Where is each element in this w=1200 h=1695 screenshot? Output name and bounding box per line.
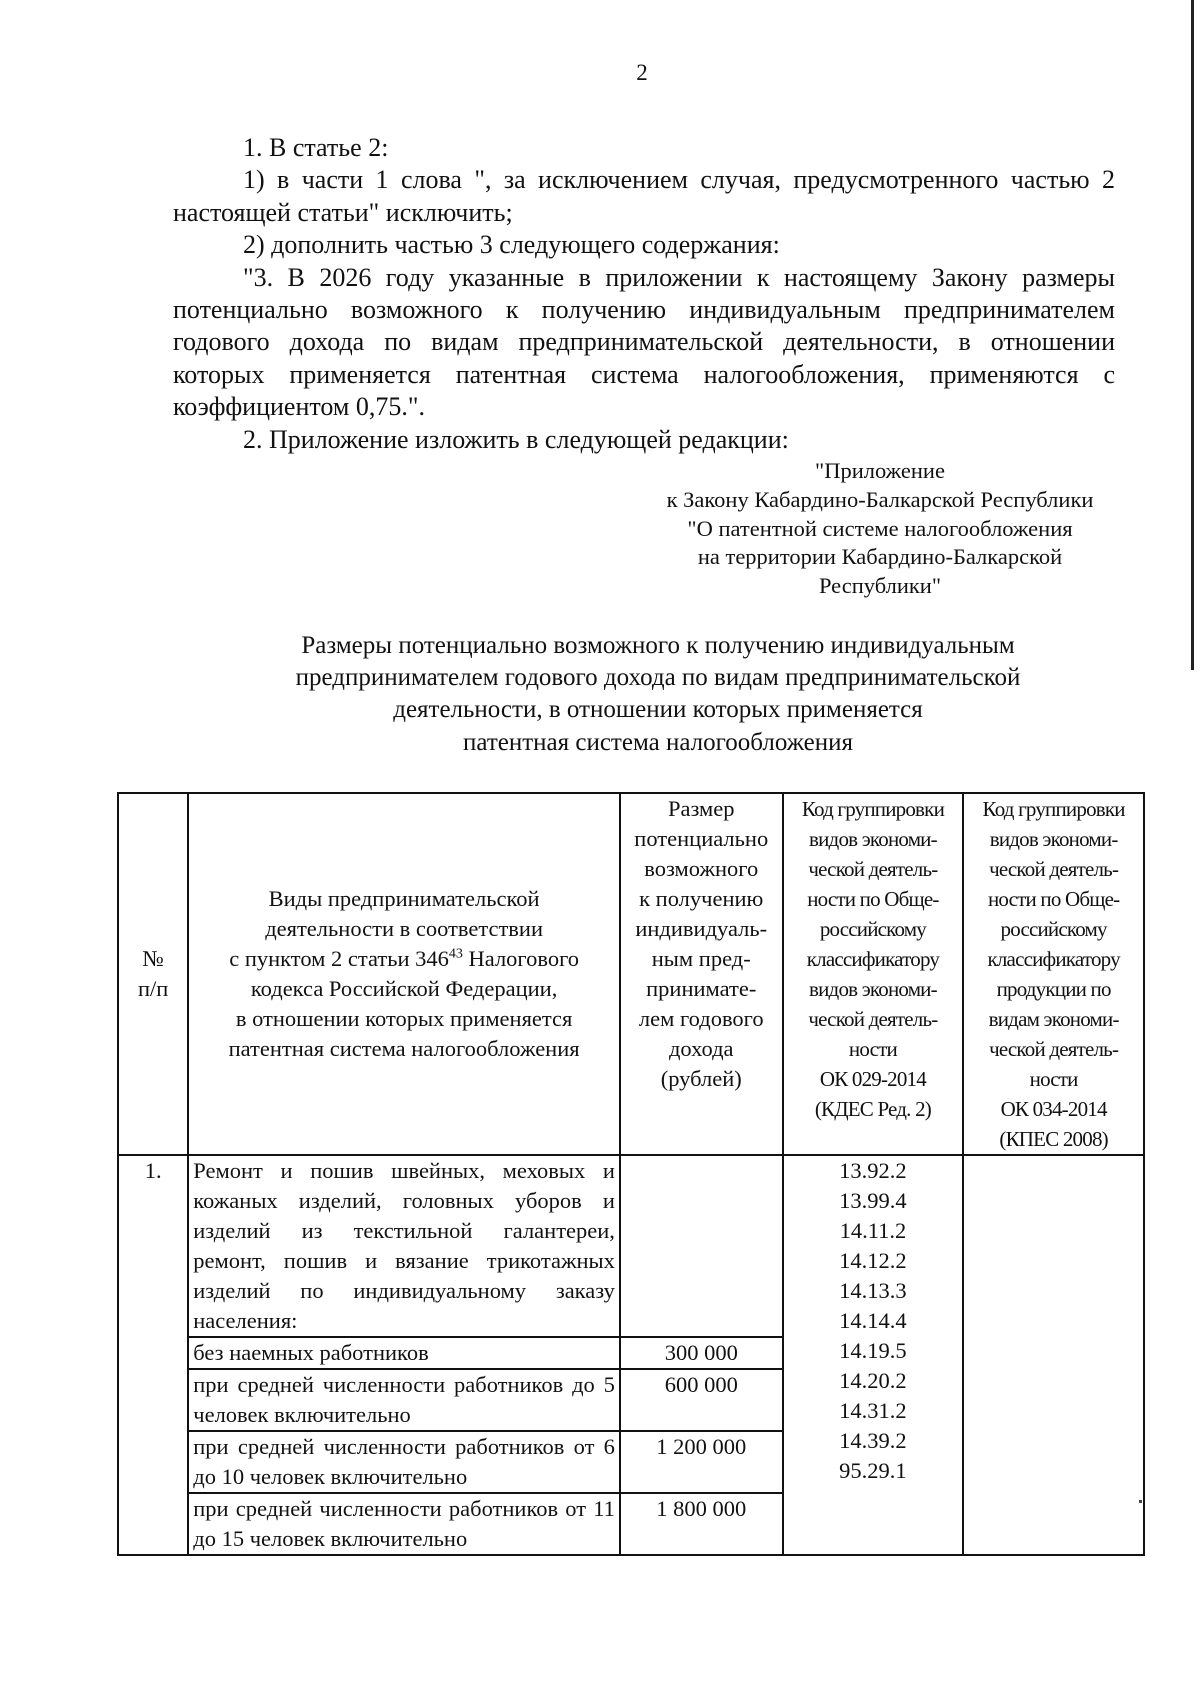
okved-code: 13.99.4 bbox=[839, 1188, 907, 1213]
appendix-line: Республики" bbox=[818, 573, 942, 599]
subrow-amount: 1 200 000 bbox=[620, 1431, 783, 1493]
row-number: 1. bbox=[118, 1155, 188, 1555]
subrow-label: при средней численности работников от 6 до 10 человек включительно bbox=[188, 1431, 620, 1493]
scan-edge-mark bbox=[1191, 0, 1194, 670]
table-title bbox=[0, 630, 1200, 759]
appendix-header bbox=[620, 457, 1140, 601]
header-amount: Размер потенциально возможного к получению индивидуаль- ным пред- принимате- лем годового дохода (рублей) bbox=[620, 793, 783, 1155]
okved-code: 14.11.2 bbox=[839, 1218, 907, 1243]
activity-description: Ремонт и пошив швейных, меховых и кожаных изделий, головных уборов и изделий из текстильной галантереи, ремонт, пошив и вязание трикотажных изделий по индивидуальному заказу населения: bbox=[188, 1155, 620, 1337]
okved-code: 14.39.2 bbox=[839, 1428, 907, 1453]
subrow-amount: 600 000 bbox=[620, 1369, 783, 1431]
table-header-row bbox=[118, 793, 1144, 1155]
subrow-label: без наемных работников bbox=[188, 1337, 620, 1369]
amount-empty bbox=[620, 1155, 783, 1337]
table-title-line: деятельности, в отношении которых применяется bbox=[393, 696, 923, 724]
table-title-line: предпринимателем годового дохода по видам предпринимательской bbox=[295, 664, 1021, 692]
okved-codes bbox=[783, 1155, 964, 1555]
appendix-line: к Закону Кабардино-Балкарской Республики bbox=[666, 486, 1094, 512]
paragraph: 1. В статье 2: bbox=[243, 133, 389, 162]
okved-code: 14.14.4 bbox=[839, 1308, 907, 1333]
paragraph: 2) дополнить частью 3 следующего содержания: bbox=[243, 230, 780, 260]
okved-code: 14.13.3 bbox=[839, 1278, 907, 1303]
paragraph: "3. В 2026 году указанные в приложении к настоящему Закону размеры потенциально возможного к получению индивидуальным предпринимателем годового дохода по видам предпринимательской деятельности, в отношении которых применяется патентная система налогообложения, применяются с коэффициентом 0,75.". bbox=[173, 262, 1115, 422]
header-okpd: Код группировки видов экономи- ческой деятель- ности по Обще- российскому классификатору продукции по видам экономи- ческой деятель- ности ОК 034-2014 (КПЕС 2008) bbox=[963, 793, 1144, 1155]
subrow-label: при средней численности работников от 11 до 15 человек включительно bbox=[188, 1493, 620, 1555]
okved-code: 95.29.1 bbox=[839, 1458, 907, 1483]
paragraph: 1) в части 1 слова ", за исключением случая, предусмотренного частью 2 настоящей статьи" исключить; bbox=[173, 165, 1115, 227]
appendix-line: "Приложение bbox=[815, 458, 945, 483]
paragraph: 2. Приложение изложить в следующей редакции: bbox=[243, 424, 789, 454]
appendix-line: "О патентной системе налогообложения bbox=[687, 515, 1073, 541]
table-title-line: Размеры потенциально возможного к получению индивидуальным bbox=[301, 632, 1015, 659]
okved-code: 14.31.2 bbox=[839, 1398, 907, 1423]
okved-code: 14.20.2 bbox=[839, 1368, 907, 1393]
okved-code: 14.19.5 bbox=[839, 1338, 907, 1363]
header-okved: Код группировки видов экономи- ческой деятель- ности по Обще- российскому классификатору видов экономи- ческой деятель- ности ОК 029-2014 (КДЕС Ред. 2) bbox=[783, 793, 964, 1155]
table-title-line: патентная система налогообложения bbox=[462, 728, 853, 756]
appendix-line: на территории Кабардино-Балкарской bbox=[697, 544, 1063, 570]
table-row bbox=[118, 1155, 1144, 1337]
body-text bbox=[173, 132, 1115, 456]
subrow-amount: 300 000 bbox=[620, 1337, 783, 1369]
header-kind: Виды предпринимательской деятельности в соответствии с пунктом 2 статьи $346^{43}$ Налогового кодекса Российской Федерации, в отношении которых применяется патентная система налогообложения bbox=[188, 793, 620, 1155]
okved-code: 13.92.2 bbox=[839, 1158, 907, 1183]
patent-income-table bbox=[117, 792, 1145, 1556]
page-number: 2 bbox=[636, 60, 648, 85]
okved-code: 14.12.2 bbox=[839, 1248, 907, 1273]
header-num: № п/п bbox=[118, 793, 188, 1155]
okpd-codes bbox=[963, 1155, 1144, 1555]
subrow-label: при средней численности работников до 5 человек включительно bbox=[188, 1369, 620, 1431]
subrow-amount: 1 800 000 bbox=[620, 1493, 783, 1555]
